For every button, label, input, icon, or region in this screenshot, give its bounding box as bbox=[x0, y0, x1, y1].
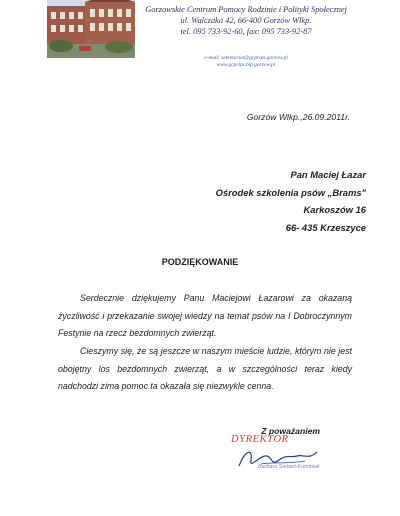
organization-website[interactable]: www.gcprips.bip.gorzow.pl bbox=[216, 62, 276, 68]
recipient-institution: Ośrodek szkolenia psów „Brams" bbox=[215, 186, 366, 198]
organization-email[interactable]: e-mail: sekretariat@gcprips.gorzow.pl bbox=[204, 55, 288, 61]
body-paragraph bbox=[58, 343, 352, 396]
letter-body bbox=[58, 290, 352, 396]
organization-address: ul. Walczaka 42, 66-400 Gorzów Wlkp. bbox=[180, 16, 312, 25]
recipient-address bbox=[216, 166, 366, 236]
recipient-name: Pan Maciej Łazar bbox=[290, 169, 366, 180]
body-paragraph-2-text: Cieszymy się, że są jeszcze w naszym mieście ludzie, którym nie jest obojętny los bezdomnych zwierząt, a w szczególności teraz kiedy nadchodzi zima pomoc ta okazała się niezwykle cenna. bbox=[58, 346, 352, 392]
building-photo bbox=[47, 0, 135, 58]
closing-salutation: Z poważaniem bbox=[261, 426, 320, 436]
organization-name: Gorzowskie Centrum Pomocy Rodzinie i Polityki Społecznej bbox=[145, 4, 347, 14]
body-paragraph-1-text: Serdecznie dziękujemy Panu Maciejowi Łazarowi za okazaną życzliwość i przekazanie swojej wiedzy na temat psów na I Dobroczynnym Festynie na rzecz bezdomnych zwierząt. bbox=[58, 293, 352, 339]
recipient-city: 66- 435 Krzeszyce bbox=[285, 221, 366, 233]
letter-title: PODZIĘKOWANIE bbox=[161, 257, 239, 267]
stamp-role: DYREKTOR bbox=[231, 434, 289, 445]
organization-phone: tel. 095 733-92-60, fax: 095 733-92-87 bbox=[180, 27, 312, 36]
stamp-name: Barbara Siebert-Kominiak bbox=[258, 464, 320, 470]
letter-date: Gorzów Wlkp.,26.09.2011r. bbox=[246, 112, 350, 122]
director-stamp bbox=[231, 434, 331, 489]
body-paragraph bbox=[58, 290, 352, 343]
recipient-street: Karkoszów 16 bbox=[303, 204, 366, 215]
